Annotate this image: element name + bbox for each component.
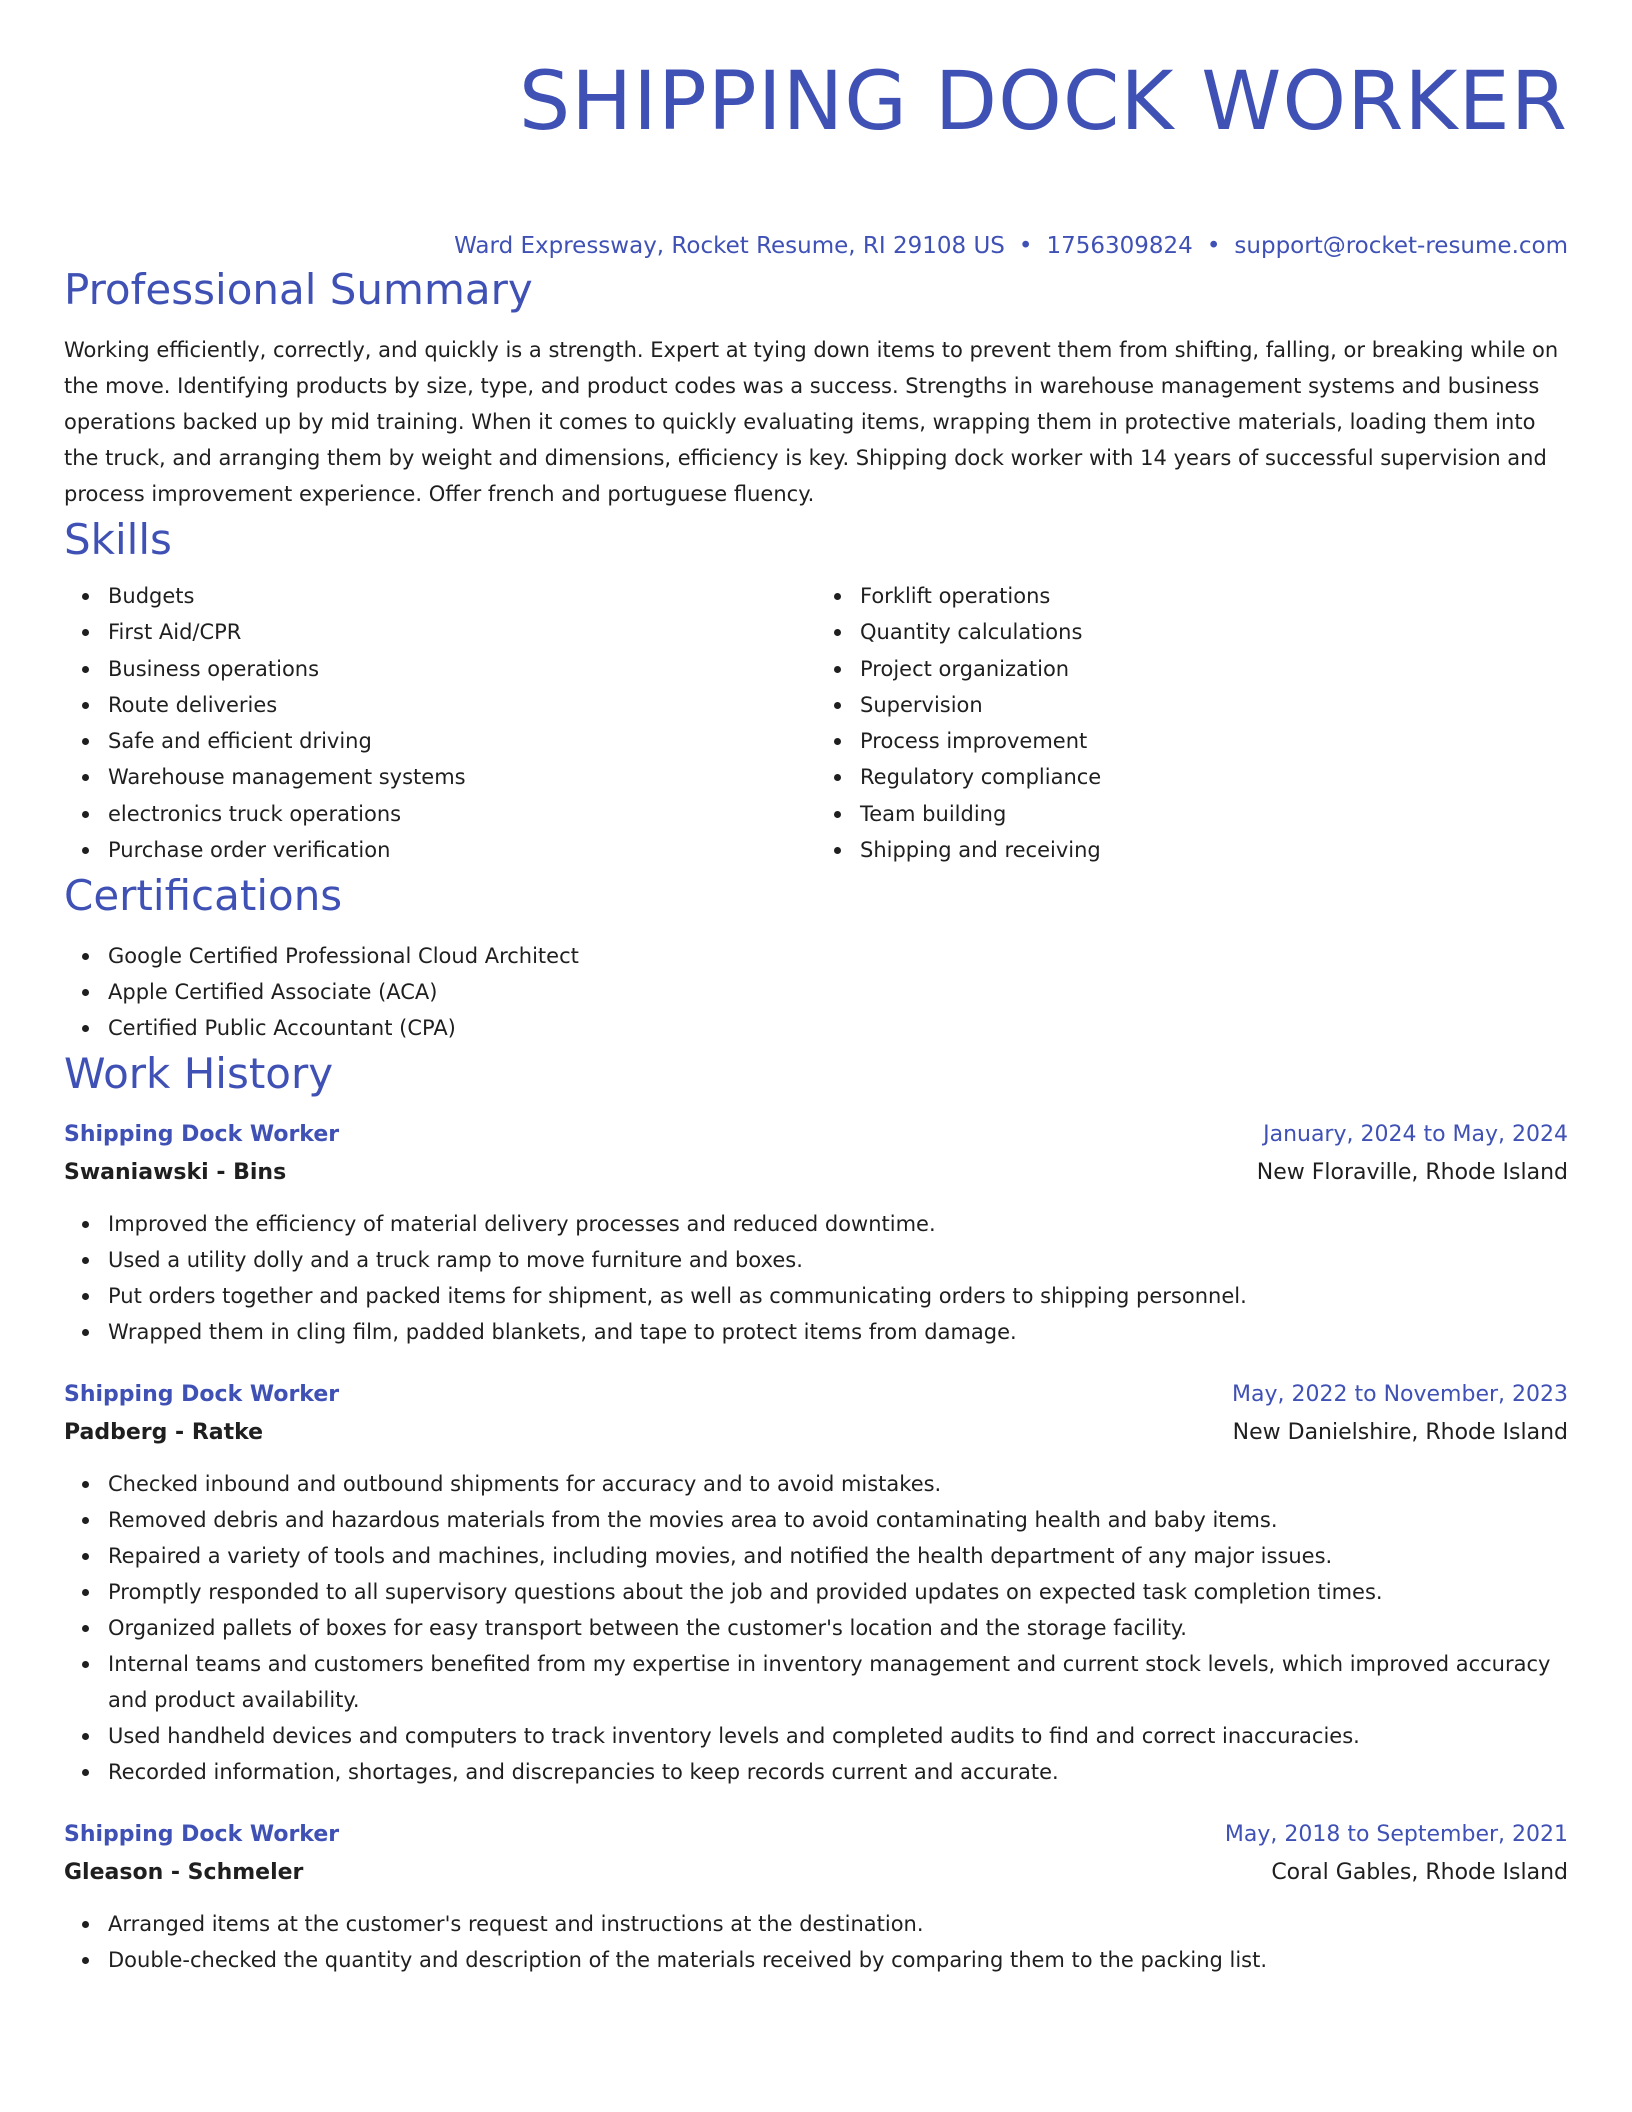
skill-item: Process improvement [860, 723, 1568, 759]
job-bullet: Recorded information, shortages, and discrepancies to keep records current and accurate. [108, 1754, 1568, 1790]
job-company-row [64, 1414, 1568, 1452]
job-bullet: Internal teams and customers benefited from my expertise in inventory management and current stock levels, which improved accuracy and product availability. [108, 1646, 1568, 1718]
job-company-row [64, 1154, 1568, 1192]
job-header-row [64, 1816, 1568, 1854]
job-bullet: Wrapped them in cling film, padded blankets, and tape to protect items from damage. [108, 1314, 1568, 1350]
skill-item: Warehouse management systems [108, 759, 816, 795]
job-bullet: Used a utility dolly and a truck ramp to move furniture and boxes. [108, 1242, 1568, 1278]
resume-name: SHIPPING DOCK WORKER [518, 55, 1568, 149]
job-bullet: Promptly responded to all supervisory questions about the job and provided updates on expected task completion times. [108, 1574, 1568, 1610]
certifications-heading: Certifications [64, 871, 343, 921]
job-company: Padberg - Ratke [64, 1420, 264, 1446]
contact-line [64, 230, 1568, 262]
contact-address: Ward Expressway, Rocket Resume, RI 29108 US [454, 233, 1005, 259]
job-title: Shipping Dock Worker [64, 1822, 340, 1848]
certification-item: Google Certified Professional Cloud Architect [108, 938, 1568, 974]
skill-item: Forklift operations [860, 578, 1568, 614]
skill-item: Regulatory compliance [860, 759, 1568, 795]
job-entry [64, 1116, 1568, 1350]
job-bullets [64, 1906, 1568, 1978]
job-header-row [64, 1116, 1568, 1154]
job-bullet: Removed debris and hazardous materials from the movies area to avoid contaminating health and baby items. [108, 1502, 1568, 1538]
job-header-row [64, 1376, 1568, 1414]
job-company: Gleason - Schmeler [64, 1860, 304, 1886]
skills-heading: Skills [64, 515, 172, 564]
skill-item: Project organization [860, 651, 1568, 687]
certifications-list [64, 938, 1568, 1046]
skill-item: Business operations [108, 651, 816, 687]
contact-separator: • [1018, 233, 1033, 259]
skill-item: Budgets [108, 578, 816, 614]
job-company: Swaniawski - Bins [64, 1160, 287, 1186]
job-bullet: Double-checked the quantity and description of the materials received by comparing them to the packing list. [108, 1942, 1568, 1978]
job-bullet: Improved the efficiency of material delivery processes and reduced downtime. [108, 1206, 1568, 1242]
job-location: New Danielshire, Rhode Island [1232, 1420, 1568, 1446]
job-bullet: Put orders together and packed items for shipment, as well as communicating orders to shipping personnel. [108, 1278, 1568, 1314]
contact-email[interactable]: support@rocket-resume.com [1234, 233, 1568, 259]
contact-phone: 1756309824 [1046, 233, 1193, 259]
job-bullet: Repaired a variety of tools and machines, including movies, and notified the health department of any major issues. [108, 1538, 1568, 1574]
job-dates: January, 2024 to May, 2024 [1263, 1122, 1568, 1148]
skills-grid [64, 578, 1568, 868]
skills-left-list [64, 578, 816, 868]
certification-item: Certified Public Accountant (CPA) [108, 1010, 1568, 1046]
job-entry [64, 1816, 1568, 1978]
job-location: New Floraville, Rhode Island [1256, 1160, 1568, 1186]
contact-separator: • [1206, 233, 1221, 259]
job-title: Shipping Dock Worker [64, 1382, 340, 1408]
skill-item: Supervision [860, 687, 1568, 723]
job-company-row [64, 1854, 1568, 1892]
skill-item: Purchase order verification [108, 832, 816, 868]
job-bullets [64, 1206, 1568, 1350]
job-bullet: Checked inbound and outbound shipments for accuracy and to avoid mistakes. [108, 1466, 1568, 1502]
skill-item: First Aid/CPR [108, 614, 816, 650]
job-title: Shipping Dock Worker [64, 1122, 340, 1148]
job-entry [64, 1376, 1568, 1790]
skill-item: Quantity calculations [860, 614, 1568, 650]
work-history-heading: Work History [64, 1049, 334, 1099]
certification-item: Apple Certified Associate (ACA) [108, 974, 1568, 1010]
job-dates: May, 2022 to November, 2023 [1232, 1382, 1568, 1408]
skill-item: Route deliveries [108, 687, 816, 723]
job-location: Coral Gables, Rhode Island [1271, 1860, 1568, 1886]
skill-item: Shipping and receiving [860, 832, 1568, 868]
skills-right-list [816, 578, 1568, 868]
job-dates: May, 2018 to September, 2021 [1224, 1822, 1568, 1848]
job-bullet: Arranged items at the customer's request and instructions at the destination. [108, 1906, 1568, 1942]
job-bullets [64, 1466, 1568, 1790]
summary-heading: Professional Summary [64, 265, 533, 314]
job-bullet: Organized pallets of boxes for easy transport between the customer's location and the storage facility. [108, 1610, 1568, 1646]
skill-item: electronics truck operations [108, 796, 816, 832]
summary-text: Working efficiently, correctly, and quickly is a strength. Expert at tying down items to prevent them from shifting, falling, or breaking while on the move. Identifying products by size, type, and product codes was a success. Strengths in warehouse management systems and business operations backed up by mid training. When it comes to quickly evaluating items, wrapping them in protective materials, loading them into the truck, and arranging them by weight and dimensions, efficiency is key. Shipping dock worker with 14 years of successful supervision and process improvement experience. Offer french and portuguese fluency. [64, 338, 1559, 506]
skill-item: Safe and efficient driving [108, 723, 816, 759]
skill-item: Team building [860, 796, 1568, 832]
job-bullet: Used handheld devices and computers to track inventory levels and completed audits to find and correct inaccuracies. [108, 1718, 1568, 1754]
